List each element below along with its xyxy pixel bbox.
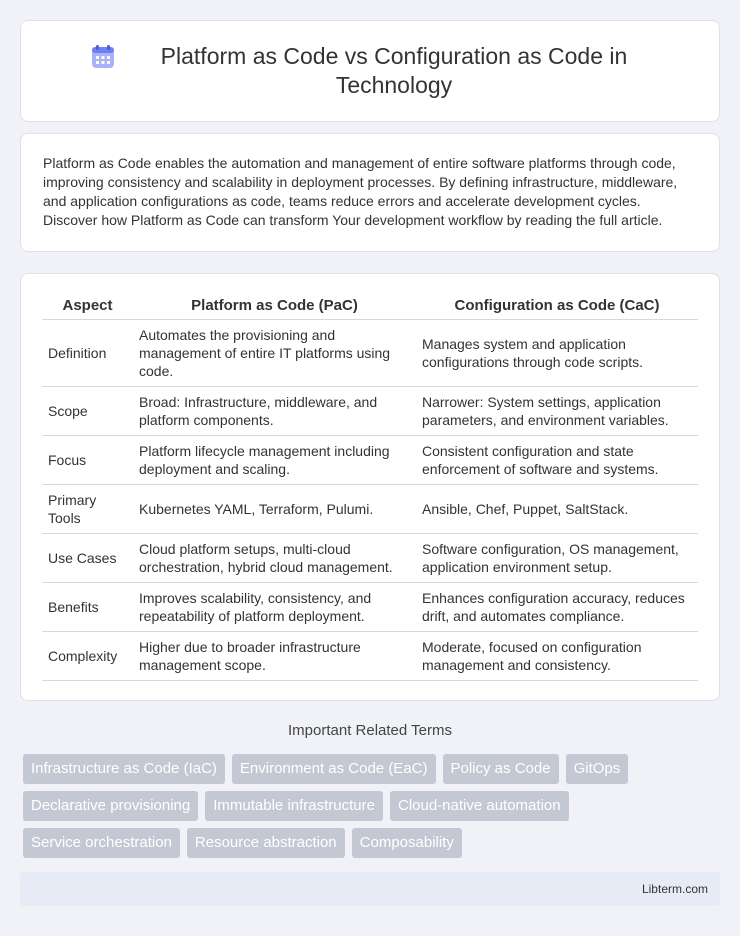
comparison-table bbox=[42, 293, 698, 681]
row-pac: Platform lifecycle management including deployment and scaling. bbox=[133, 435, 416, 484]
table-row bbox=[42, 533, 698, 582]
tag-item[interactable]: Policy as Code bbox=[443, 754, 559, 784]
intro-paragraph: Platform as Code enables the automation and management of entire software platforms through code, improving consistency and scalability in deployment processes. By defining infrastructure, middleware, and application configurations as code, teams reduce errors and accelerate development cycles. Discover how Platform as Code can transform Your development workflow by reading the full article. bbox=[43, 155, 678, 228]
tag-item[interactable]: Resource abstraction bbox=[187, 828, 345, 858]
tag-item[interactable]: Service orchestration bbox=[23, 828, 180, 858]
table-header-row bbox=[42, 293, 698, 319]
row-pac: Kubernetes YAML, Terraform, Pulumi. bbox=[133, 484, 416, 533]
table-row bbox=[42, 319, 698, 386]
row-aspect: Focus bbox=[42, 435, 133, 484]
row-aspect: Scope bbox=[42, 386, 133, 435]
row-aspect: Definition bbox=[42, 319, 133, 386]
table-row bbox=[42, 435, 698, 484]
row-cac: Consistent configuration and state enforcement of software and systems. bbox=[416, 435, 698, 484]
row-aspect: Primary Tools bbox=[42, 484, 133, 533]
row-cac: Manages system and application configurations through code scripts. bbox=[416, 319, 698, 386]
row-cac: Software configuration, OS management, application environment setup. bbox=[416, 533, 698, 582]
related-terms-tags bbox=[23, 754, 723, 865]
row-aspect: Benefits bbox=[42, 582, 133, 631]
table-row bbox=[42, 386, 698, 435]
calendar-icon bbox=[90, 44, 116, 70]
intro-card bbox=[20, 133, 720, 252]
footer bbox=[20, 872, 720, 906]
tag-row bbox=[23, 754, 723, 784]
tag-item[interactable]: GitOps bbox=[566, 754, 629, 784]
row-pac: Broad: Infrastructure, middleware, and platform components. bbox=[133, 386, 416, 435]
tag-item[interactable]: Infrastructure as Code (IaC) bbox=[23, 754, 225, 784]
comparison-card bbox=[20, 273, 720, 701]
row-aspect: Complexity bbox=[42, 631, 133, 680]
related-terms-title: Important Related Terms bbox=[288, 722, 452, 739]
row-pac: Cloud platform setups, multi-cloud orchestration, hybrid cloud management. bbox=[133, 533, 416, 582]
header-pac: Platform as Code (PaC) bbox=[133, 293, 416, 319]
row-cac: Narrower: System settings, application parameters, and environment variables. bbox=[416, 386, 698, 435]
page-title: Platform as Code vs Configuration as Code in Technology bbox=[160, 43, 628, 98]
row-cac: Enhances configuration accuracy, reduces drift, and automates compliance. bbox=[416, 582, 698, 631]
tag-item[interactable]: Cloud-native automation bbox=[390, 791, 569, 821]
footer-site-link[interactable]: Libterm.com bbox=[641, 882, 708, 896]
tag-item[interactable]: Immutable infrastructure bbox=[205, 791, 383, 821]
row-pac: Improves scalability, consistency, and repeatability of platform deployment. bbox=[133, 582, 416, 631]
title-wrap bbox=[90, 42, 650, 100]
tag-item[interactable]: Environment as Code (EaC) bbox=[232, 754, 436, 784]
row-pac: Higher due to broader infrastructure management scope. bbox=[133, 631, 416, 680]
title-card bbox=[20, 20, 720, 122]
table-row bbox=[42, 631, 698, 680]
row-cac: Ansible, Chef, Puppet, SaltStack. bbox=[416, 484, 698, 533]
header-cac: Configuration as Code (CaC) bbox=[416, 293, 698, 319]
tag-item[interactable]: Composability bbox=[352, 828, 462, 858]
tag-row bbox=[23, 828, 723, 858]
row-cac: Moderate, focused on configuration management and consistency. bbox=[416, 631, 698, 680]
table-row bbox=[42, 582, 698, 631]
row-pac: Automates the provisioning and management of entire IT platforms using code. bbox=[133, 319, 416, 386]
header-aspect: Aspect bbox=[42, 293, 133, 319]
table-row bbox=[42, 484, 698, 533]
tag-row bbox=[23, 791, 723, 821]
tag-item[interactable]: Declarative provisioning bbox=[23, 791, 198, 821]
row-aspect: Use Cases bbox=[42, 533, 133, 582]
